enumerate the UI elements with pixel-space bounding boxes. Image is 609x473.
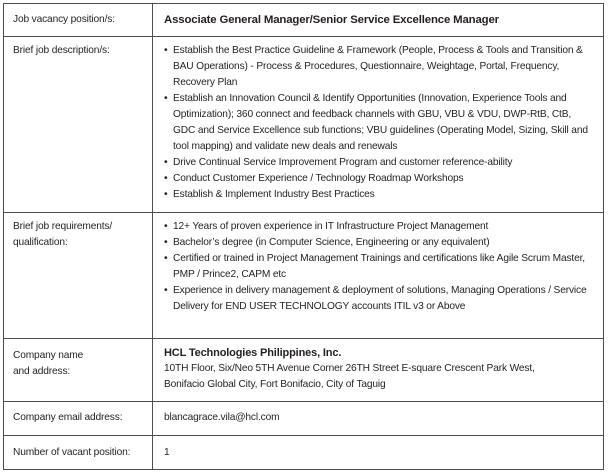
company-value (153, 339, 603, 401)
position-value: Associate General Manager/Senior Service Excellence Manager (164, 14, 499, 26)
requirements-list (164, 219, 593, 315)
list-item: • Establish an Innovation Council & Identify Opportunities (Innovation, Experience Tools and Optimization); 360 connect and feedback channels with GBU, VBU & VDU, DWP-RtB, CtB, GDC and Service Excellence sub functions; VBU guidelines (Operating Model, Sizing, Skill and tool mapping) and validate new deals and renewals (164, 91, 593, 155)
description-value (153, 37, 603, 212)
list-item: • Establish & Implement Industry Best Practices (164, 187, 593, 203)
list-item: • Drive Continual Service Improvement Program and customer reference-ability (164, 155, 593, 171)
list-item: • Bachelor’s degree (in Computer Science, Engineering or any equivalent) (164, 235, 593, 251)
requirements-label-line2: qualification: (13, 237, 68, 248)
vacancies-label: Number of vacant position: (4, 436, 153, 469)
list-item: • Establish the Best Practice Guideline & Framework (People, Process & Tools and Transition & BAU Operations) - Process & Procedures, Questionnaire, Weightage, Portal, Frequency, Recovery Plan (164, 43, 593, 91)
company-label-line2: and address: (13, 366, 71, 377)
table-row (4, 402, 603, 436)
requirements-value (153, 213, 603, 338)
description-list (164, 43, 593, 203)
table-row (4, 436, 603, 469)
requirements-label-line1: Brief job requirements/ (13, 221, 113, 232)
company-address-line1: 10TH Floor, Six/Neo 5TH Avenue Corner 26TH Street E-square Crescent Park West, (164, 363, 535, 374)
job-vacancy-table (3, 3, 604, 470)
company-label-line1: Company name (13, 350, 84, 361)
email-label: Company email address: (4, 402, 153, 435)
list-item: • 12+ Years of proven experience in IT Infrastructure Project Management (164, 219, 593, 235)
table-row (4, 37, 603, 213)
table-row (4, 339, 603, 402)
position-label: Job vacancy position/s: (4, 4, 153, 36)
list-item: • Certified or trained in Project Management Trainings and certifications like Agile Scrum Master, PMP / Prince2, CAPM etc (164, 251, 593, 283)
list-item: • Conduct Customer Experience / Technology Roadmap Workshops (164, 171, 593, 187)
company-label (4, 339, 153, 401)
company-name: HCL Technologies Philippines, Inc. (164, 347, 342, 359)
company-address-line2: Bonifacio Global City, Fort Bonifacio, City of Taguig (164, 379, 386, 390)
table-row (4, 4, 603, 37)
vacancies-value: 1 (164, 447, 170, 458)
list-item: • Experience in delivery management & deployment of solutions, Managing Operations / Service Delivery for END USER TECHNOLOGY accounts ITIL v3 or Above (164, 283, 593, 315)
table-row (4, 213, 603, 339)
requirements-label (4, 213, 153, 338)
description-label: Brief job description/s: (4, 37, 153, 212)
email-value[interactable]: blancagrace.vila@hcl.com (164, 412, 280, 423)
